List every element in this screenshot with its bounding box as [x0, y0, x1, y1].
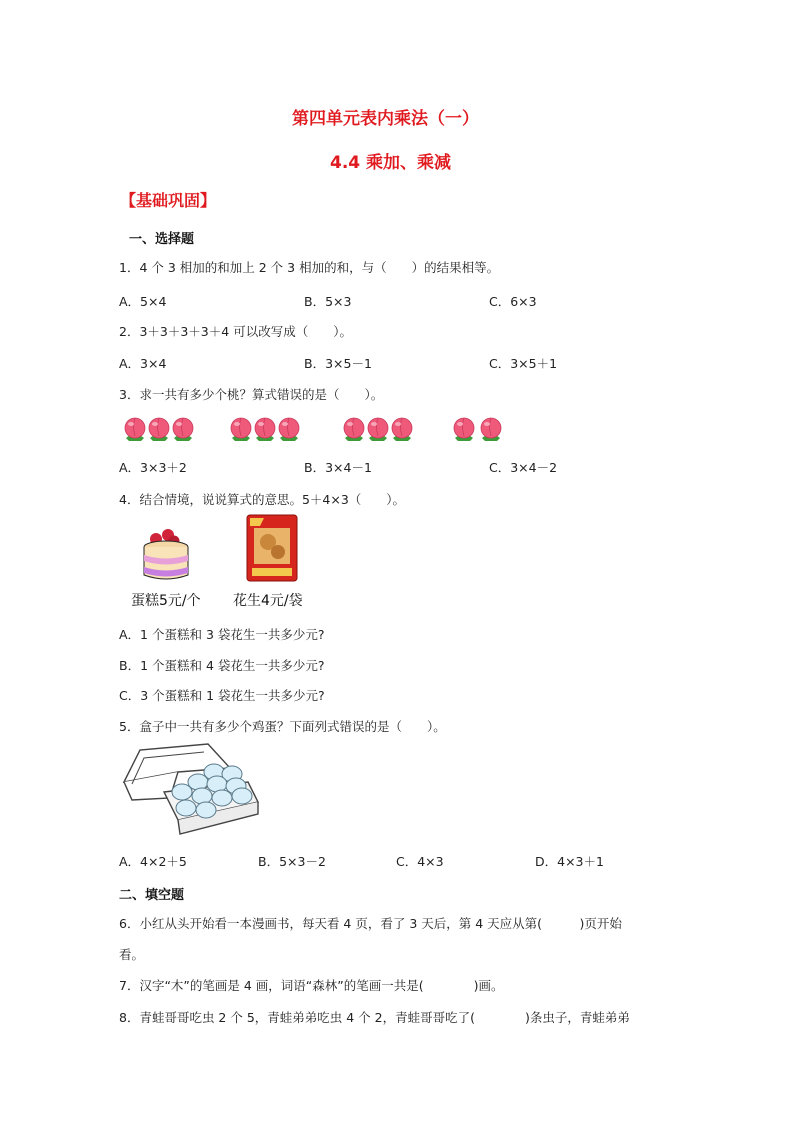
q5-option-a: A．4×2＋5 — [119, 854, 187, 869]
part-heading-fill: 二、填空题 — [119, 888, 185, 903]
page-title: 第四单元表内乘法（一） — [292, 109, 479, 129]
q2-option-c: C．3×5＋1 — [489, 356, 558, 371]
question-4: 4．结合情境，说说算式的意思。5＋4×3（ ）。 — [119, 492, 406, 507]
peaches-illustration — [118, 410, 518, 446]
question-8: 8．青蛙哥哥吃虫 2 个 5，青蛙弟弟吃虫 4 个 2，青蛙哥哥吃了( )条虫子，青蛙弟弟 — [119, 1010, 630, 1025]
question-6-line-2: 看。 — [119, 947, 145, 962]
q2-option-b: B．3×5－1 — [304, 356, 372, 371]
section-heading: 【基础巩固】 — [120, 191, 217, 210]
q5-option-b: B．5×3－2 — [258, 854, 326, 869]
question-3: 3．求一共有多少个桃？算式错误的是（ ）。 — [119, 387, 384, 402]
egg-carton-illustration — [118, 742, 263, 837]
q5-option-d: D．4×3＋1 — [535, 854, 604, 869]
question-5: 5．盒子中一共有多少个鸡蛋？下面列式错误的是（ ）。 — [119, 719, 446, 734]
peanut-price-label: 花生4元/袋 — [233, 593, 303, 609]
part-heading-choice: 一、选择题 — [129, 232, 195, 247]
peach-group-3 — [344, 418, 412, 441]
peanut-bag-icon — [246, 514, 298, 582]
cake-price-label: 蛋糕5元/个 — [131, 593, 201, 609]
page-subtitle: 4.4 乘加、乘减 — [330, 153, 452, 173]
q1-option-a: A．5×4 — [119, 294, 167, 309]
q3-option-a: A．3×3＋2 — [119, 460, 187, 475]
peach-group-4 — [454, 418, 501, 441]
q4-option-a: A．1 个蛋糕和 3 袋花生一共多少元? — [119, 627, 325, 642]
q3-option-b: B．3×4－1 — [304, 460, 372, 475]
peach-group-1 — [125, 418, 193, 441]
question-6-line-1: 6．小红从头开始看一本漫画书，每天看 4 页，看了 3 天后，第 4 天应从第( )页开始 — [119, 916, 622, 931]
question-1: 1．4 个 3 相加的和加上 2 个 3 相加的和，与（ ）的结果相等。 — [119, 260, 500, 275]
q2-option-a: A．3×4 — [119, 356, 167, 371]
q1-option-c: C．6×3 — [489, 294, 537, 309]
q4-option-b: B．1 个蛋糕和 4 袋花生一共多少元? — [119, 658, 325, 673]
q1-option-b: B．5×3 — [304, 294, 352, 309]
question-2: 2．3＋3＋3＋3＋4 可以改写成（ ）。 — [119, 324, 352, 339]
question-7: 7．汉字“木”的笔画是 4 画，词语“森林”的笔画一共是( )画。 — [119, 978, 504, 993]
cake-icon — [140, 525, 192, 585]
q3-option-c: C．3×4－2 — [489, 460, 558, 475]
peach-group-2 — [231, 418, 299, 441]
q5-option-c: C．4×3 — [396, 854, 444, 869]
q4-option-c: C．3 个蛋糕和 1 袋花生一共多少元? — [119, 688, 325, 703]
